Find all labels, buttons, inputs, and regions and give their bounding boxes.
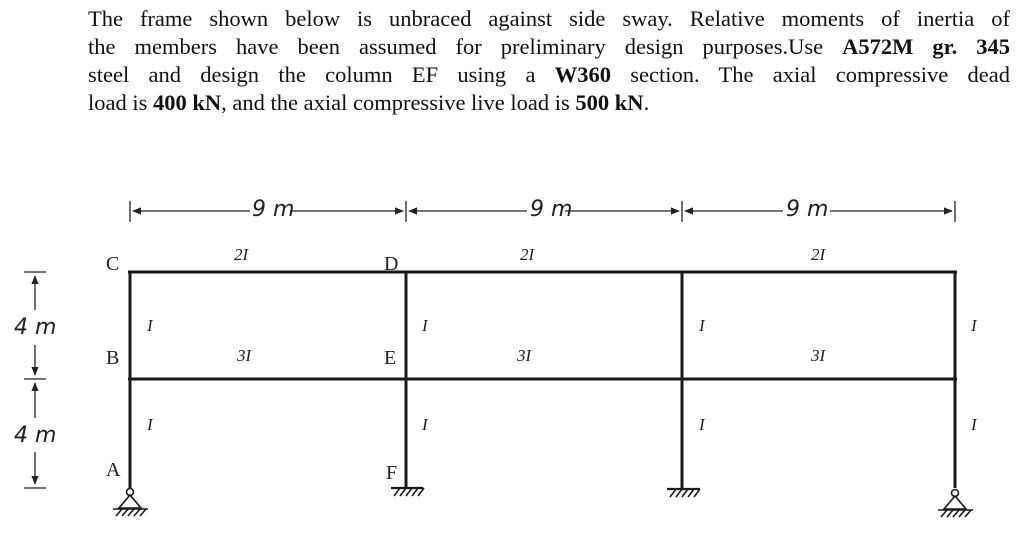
node-E: E (384, 347, 397, 369)
node-F: F (386, 462, 398, 484)
beam-roof-label-3: 2I (811, 245, 826, 264)
beam-roof-label-1: 2I (234, 245, 249, 264)
column-upper-label-2: I (422, 316, 428, 335)
pin-support-A (113, 489, 148, 517)
frame-members (128, 272, 957, 488)
problem-line-3: steel and design the column EF using a W360 section. The axial compressive dead (88, 62, 1010, 87)
problem-line-2: the members have been assumed for preliminary design purposes.Use A572M gr. 345 (88, 34, 1010, 59)
column-upper-label-4: I (971, 316, 977, 335)
span-dim-1: 9 m (252, 197, 295, 222)
pin-support-4 (938, 490, 973, 518)
column-lower-label-2: I (422, 415, 428, 434)
problem-line-1: The frame shown below is unbraced against side sway. Relative moments of inertia of (88, 6, 1010, 31)
story-dimensions (24, 272, 46, 488)
span-dim-3: 9 m (786, 197, 829, 222)
column-lower-label-4: I (971, 415, 977, 434)
dead-load: 400 kN (153, 90, 222, 115)
beam-floor-label-3: 3I (811, 346, 826, 365)
fixed-support-F (391, 488, 424, 496)
beam-floor-label-2: 3I (517, 346, 532, 365)
node-D: D (384, 253, 399, 275)
span-dim-2: 9 m (530, 197, 573, 222)
column-lower-label-1: I (147, 415, 153, 434)
live-load: 500 kN (575, 90, 644, 115)
problem-line-4: load is 400 kN, and the axial compressive live load is 500 kN. (88, 90, 650, 115)
fixed-support-3 (667, 489, 700, 497)
column-upper-label-1: I (147, 316, 153, 335)
beam-floor-label-1: 3I (237, 346, 252, 365)
section-type: W360 (554, 62, 611, 87)
story-dim-lower: 4 m (14, 423, 57, 448)
node-A: A (106, 459, 121, 481)
column-upper-label-3: I (699, 316, 705, 335)
node-B: B (106, 347, 120, 369)
node-C: C (106, 253, 120, 275)
beam-roof-label-2: 2I (520, 245, 535, 264)
steel-grade: A572M gr. 345 (842, 34, 1010, 59)
story-dim-upper: 4 m (14, 315, 57, 340)
column-lower-label-3: I (699, 415, 705, 434)
